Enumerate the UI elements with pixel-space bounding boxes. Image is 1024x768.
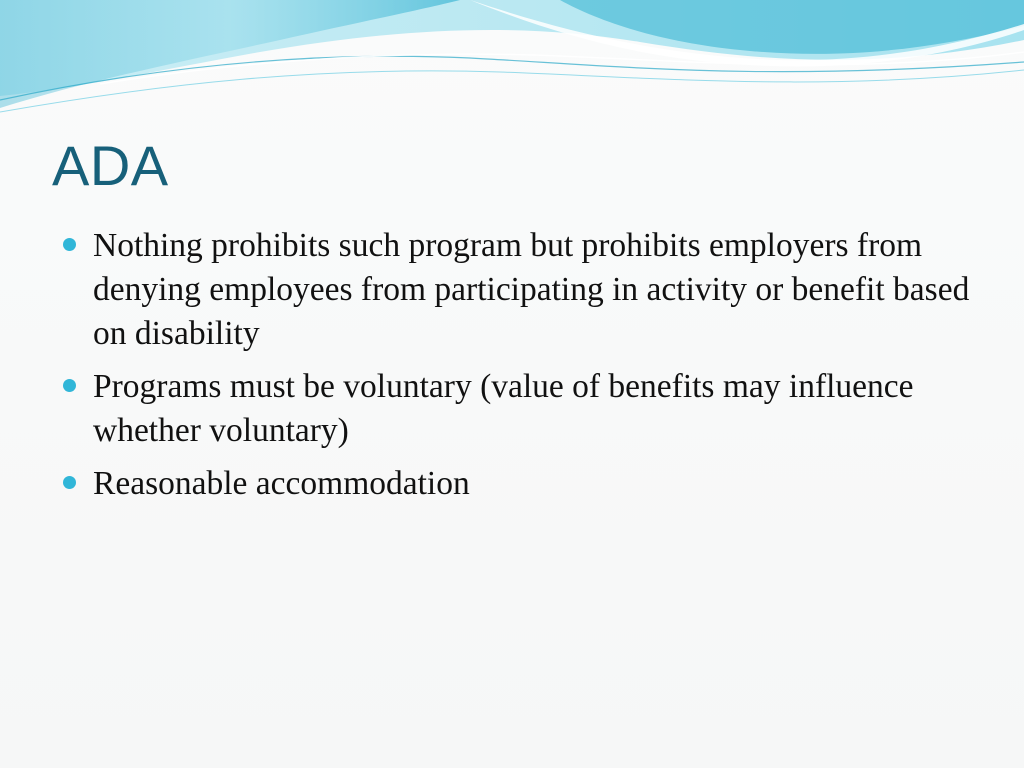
- bullet-item: [60, 462, 980, 506]
- bullet-list: [60, 224, 980, 515]
- bullet-text: Programs must be voluntary (value of benefits may influence whether voluntary): [93, 368, 914, 449]
- bullet-text: Nothing prohibits such program but prohibits employers from denying employees from participating in activity or benefit based on disability: [93, 227, 970, 352]
- bullet-icon: [63, 238, 76, 251]
- bullet-text: Reasonable accommodation: [93, 465, 470, 502]
- bullet-item: [60, 224, 980, 356]
- bullet-icon: [63, 476, 76, 489]
- bullet-icon: [63, 379, 76, 392]
- bullet-item: [60, 365, 980, 453]
- slide-title: ADA: [52, 134, 169, 197]
- decorative-wave-header: [0, 0, 1024, 130]
